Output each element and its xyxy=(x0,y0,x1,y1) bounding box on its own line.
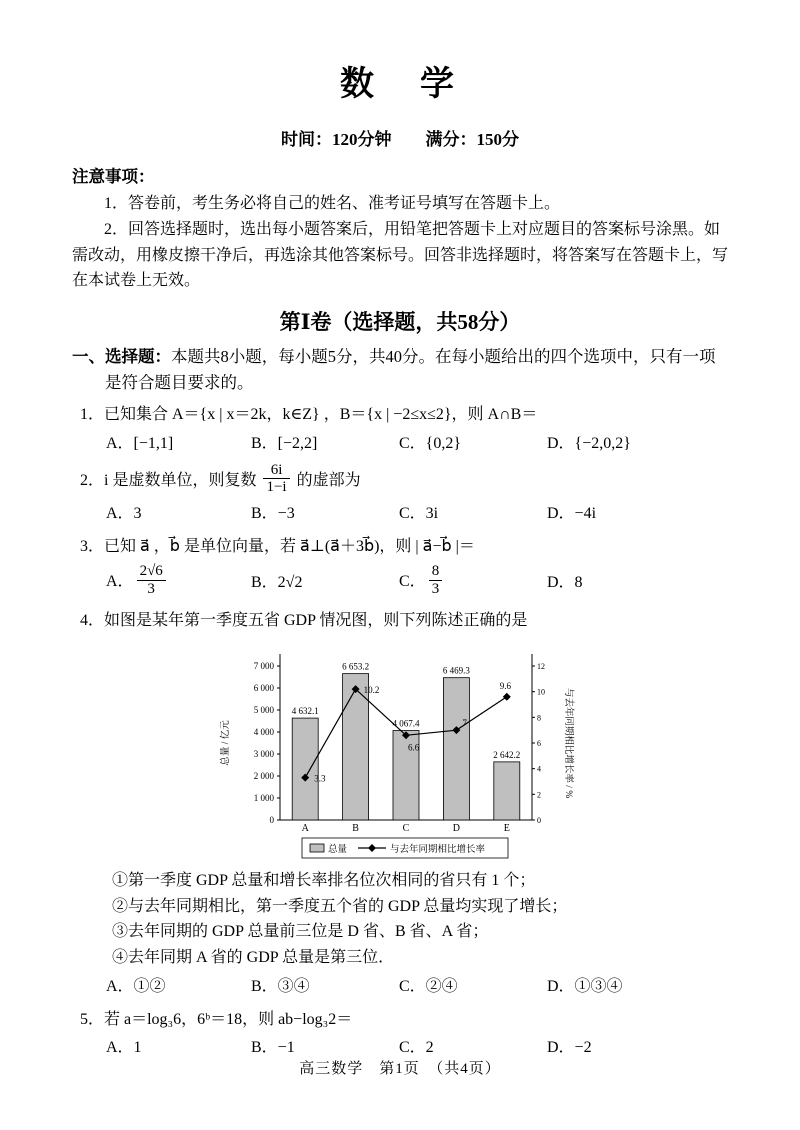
page-title: 数 学 xyxy=(340,66,460,103)
option-b: B．−1 xyxy=(251,1039,295,1057)
question-1-stem: 1．已知集合 A＝{x | x＝2k，k∈Z} ，B＝{x | −2≤x≤2}，则 A∩B＝ xyxy=(80,406,538,424)
svg-text:2 000: 2 000 xyxy=(253,770,274,781)
option-b: B．③④ xyxy=(251,978,310,996)
q2-stem-after: 的虚部为 xyxy=(296,471,361,489)
svg-text:A: A xyxy=(301,822,309,834)
option-b: B．2√2 xyxy=(251,573,303,591)
option-d: D．−4i xyxy=(547,505,597,523)
option-a-label: A． xyxy=(106,573,134,591)
option-a: A．[−1,1] xyxy=(106,435,174,453)
svg-text:4 067.4: 4 067.4 xyxy=(392,718,420,729)
notice-item-2: 2．回答选择题时，选出每小题答案后，用铅笔把答题卡上对应题目的答案标号涂黑。如需改动，用橡皮擦干净后，再选涂其他答案标号。回答非选择题时，将答案写在答题卡上，写在本试卷上无效。 xyxy=(72,220,729,290)
question-4-options xyxy=(80,974,728,1000)
question-1 xyxy=(80,402,728,456)
section-intro-lead: 一、选择题： xyxy=(72,347,171,367)
svg-text:C: C xyxy=(402,822,410,834)
fraction xyxy=(137,563,166,598)
question-4-statements xyxy=(112,868,728,972)
option-b: B．[−2,2] xyxy=(251,435,318,453)
svg-text:B: B xyxy=(352,822,359,834)
option-c: C．3i xyxy=(399,505,439,523)
svg-text:2: 2 xyxy=(537,789,541,799)
svg-text:8: 8 xyxy=(537,712,541,722)
option-c-label: C． xyxy=(399,573,426,591)
svg-text:2 642.2: 2 642.2 xyxy=(493,749,521,760)
fraction-numerator: 6i xyxy=(263,462,289,480)
svg-text:10: 10 xyxy=(537,687,545,697)
option-d: D．−2 xyxy=(547,1039,592,1057)
option-c: C．{0,2} xyxy=(399,435,462,453)
svg-text:5 000: 5 000 xyxy=(253,704,274,715)
fraction-denominator: 3 xyxy=(431,581,440,598)
option-d: D．8 xyxy=(547,573,583,591)
fraction-denominator: 1−i xyxy=(266,479,287,496)
question-3-options xyxy=(80,565,728,600)
q2-stem-before: 2．i 是虚数单位，则复数 xyxy=(80,471,257,489)
svg-text:6: 6 xyxy=(537,738,541,748)
svg-text:1 000: 1 000 xyxy=(253,792,274,803)
option-a: A．3 xyxy=(106,505,142,523)
svg-text:6 469.3: 6 469.3 xyxy=(442,665,470,676)
option-d: D．①③④ xyxy=(547,978,623,996)
section-intro-rest: 本题共8小题，每小题5分，共40分。在每小题给出的四个选项中，只有一项是符合题目要求的。 xyxy=(105,347,716,392)
svg-text:7 000: 7 000 xyxy=(253,660,274,671)
fraction xyxy=(263,462,289,497)
notice-item-1: 1．答卷前，考生务必将自己的姓名、准考证号填写在答题卡上。 xyxy=(104,194,561,212)
fraction-denominator: 3 xyxy=(147,581,155,598)
option-a: A．1 xyxy=(106,1039,142,1057)
section-intro xyxy=(72,344,728,395)
svg-text:E: E xyxy=(503,822,510,834)
svg-text:6 000: 6 000 xyxy=(253,682,274,693)
question-2-options xyxy=(80,501,728,527)
svg-text:D: D xyxy=(452,822,461,834)
option-c: C．2 xyxy=(399,1039,434,1057)
notice-section xyxy=(72,164,728,294)
question-5 xyxy=(80,1007,728,1061)
question-3 xyxy=(80,534,728,600)
svg-text:0: 0 xyxy=(537,815,541,825)
svg-text:4 000: 4 000 xyxy=(253,726,274,737)
question-2-stem xyxy=(80,461,728,499)
notice-heading: 注意事项： xyxy=(72,167,155,186)
svg-text:9.6: 9.6 xyxy=(499,680,512,691)
exam-meta: 时间：120分钟 满分：150分 xyxy=(281,130,519,149)
gdp-chart xyxy=(214,640,594,864)
statement-2: ②与去年同期相比，第一季度五个省的 GDP 总量均实现了增长； xyxy=(112,897,568,915)
statement-4: ④去年同期 A 省的 GDP 总量是第三位． xyxy=(112,949,395,967)
svg-text:6 653.2: 6 653.2 xyxy=(342,661,370,672)
svg-text:4 632.1: 4 632.1 xyxy=(291,705,319,716)
question-4 xyxy=(80,608,728,1000)
option-a xyxy=(106,565,251,600)
question-2 xyxy=(80,461,728,527)
gdp-chart-figure xyxy=(80,640,728,864)
svg-text:与去年同期相比增长率 / %: 与去年同期相比增长率 / % xyxy=(563,687,573,798)
svg-text:10.2: 10.2 xyxy=(363,684,380,695)
fraction xyxy=(429,563,443,598)
fraction-numerator: 8 xyxy=(429,563,443,581)
option-d: D．{−2,0,2} xyxy=(547,435,631,453)
question-5-stem: 5．若 a＝log₃6，6ᵇ＝18，则 ab−log₃2＝ xyxy=(80,1010,353,1028)
statement-3: ③去年同期的 GDP 总量前三位是 D 省、B 省、A 省； xyxy=(112,923,489,941)
question-3-stem: 3．已知 a⃗ ，b⃗ 是单位向量，若 a⃗⊥(a⃗＋3b⃗)，则 | a⃗−b⃗ |＝ xyxy=(80,537,475,555)
question-4-stem: 4．如图是某年第一季度五省 GDP 情况图，则下列陈述正确的是 xyxy=(80,612,528,630)
svg-text:4: 4 xyxy=(537,764,541,774)
statement-1: ①第一季度 GDP 总量和增长率排名位次相同的省只有 1 个； xyxy=(112,871,536,889)
svg-text:12: 12 xyxy=(537,661,545,671)
option-b: B．−3 xyxy=(251,505,295,523)
svg-text:7: 7 xyxy=(462,717,467,728)
svg-text:总量 / 亿元: 总量 / 亿元 xyxy=(221,719,231,766)
svg-text:0: 0 xyxy=(269,814,274,825)
section-title: 第Ⅰ卷（选择题，共58分） xyxy=(279,310,521,335)
svg-text:6.6: 6.6 xyxy=(408,741,420,752)
svg-text:与去年同期相比增长率: 与去年同期相比增长率 xyxy=(390,844,486,855)
option-c xyxy=(399,565,547,600)
fraction-numerator: 2√6 xyxy=(137,563,166,581)
svg-text:总量: 总量 xyxy=(328,844,348,855)
page-footer: 高三数学 第1页 （共4页） xyxy=(299,1061,501,1077)
svg-text:3.3: 3.3 xyxy=(314,773,326,784)
option-a: A．①② xyxy=(106,978,166,996)
option-c: C．②④ xyxy=(399,978,458,996)
question-1-options xyxy=(80,431,728,457)
svg-text:3 000: 3 000 xyxy=(253,748,274,759)
